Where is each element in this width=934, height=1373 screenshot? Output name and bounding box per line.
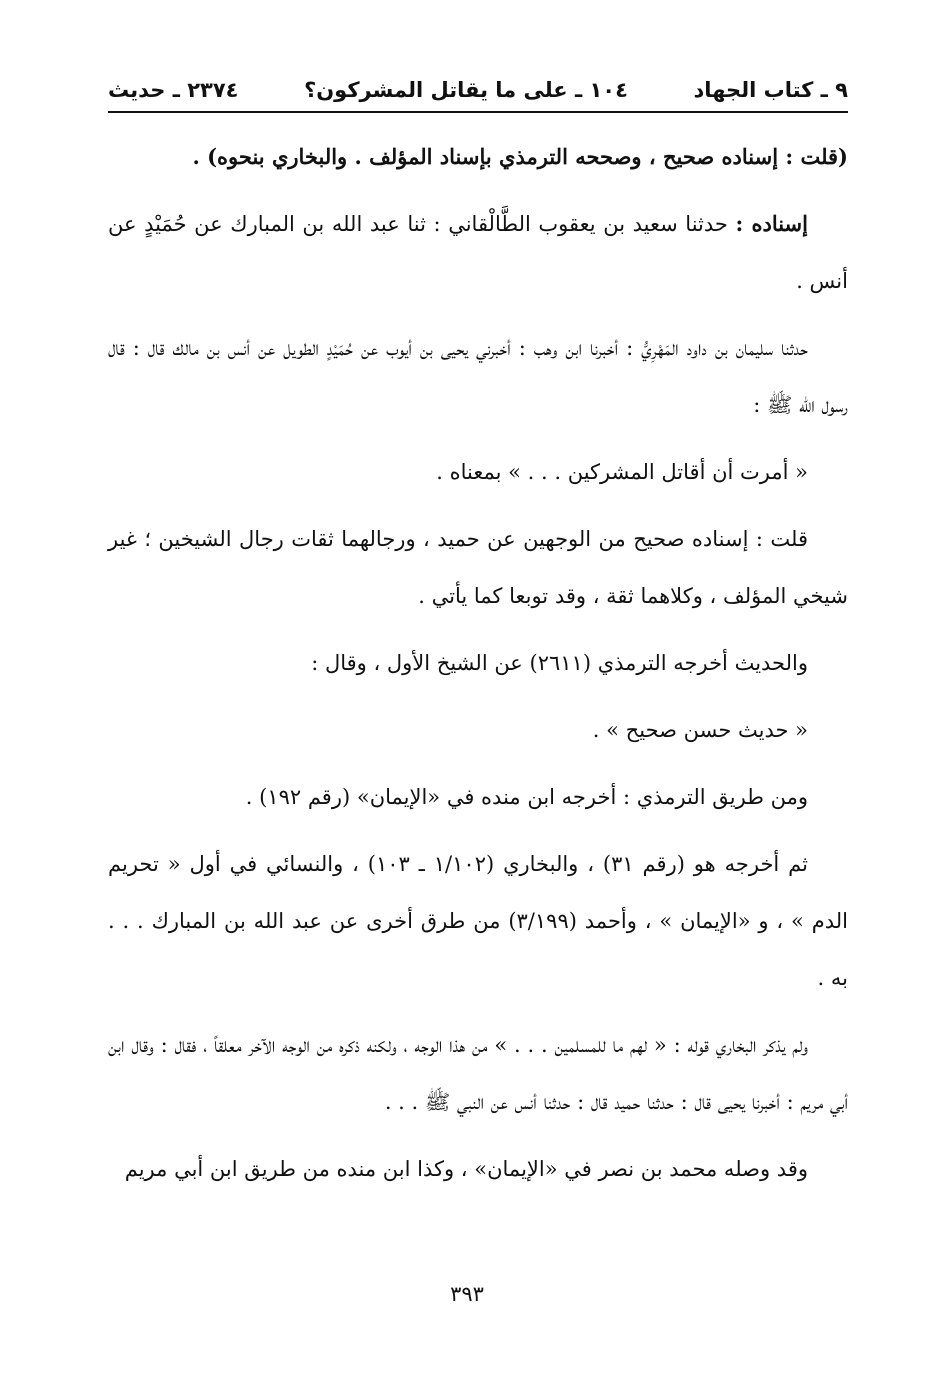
paragraph-tirmidhi: والحديث أخرجه الترمذي (٢٦١١) عن الشيخ الأول ، وقال : [311,651,808,675]
paragraph-isnad [108,195,848,310]
paragraph-note: (قلت : إسناده صحيح ، وصححه الترمذي بإسناد المؤلف . والبخاري بنحوه) . [192,144,848,169]
header-section: ١٠٤ ـ على ما يقاتل المشركون؟ [304,78,628,102]
paragraph-bukhari-note: ولم يذكر البخاري قوله : « لهم ما للمسلمين . . . » من هذا الوجه ، ولكنه ذكره من الوجه الآخر معلقاً ، فقال : وقال ابن أبي مريم : أخبرنا يحيى قال : حدثنا حميد قال : حدثنا أنس عن النبي ﷺ . . . [108,1033,848,1114]
paragraph-hadith-text: « أمرت أن أقاتل المشركين . . . » بمعناه . [436,460,808,484]
header-chapter: ٩ ـ كتاب الجهاد [693,78,848,102]
body-text [108,128,848,1208]
page-number: ٣٩٣ [450,1282,484,1306]
running-header [108,70,848,110]
paragraph-ibn-mandah: ومن طريق الترمذي : أخرجه ابن منده في «الإيمان» (رقم ١٩٢) . [245,785,808,809]
isnad-label: إسناده : [735,211,808,236]
isnad-text: حدثنا سعيد بن يعقوب الطَّالْقاني : ثنا عبد الله بن المبارك عن حُمَيْدٍ عن أنس . [108,212,848,293]
paragraph-grading: قلت : إسناده صحيح من الوجهين عن حميد ، ورجالهما ثقات رجال الشيخين ؛ غير شيخي المؤلف ، وكلاهما ثقة ، وقد توبعا كما يأتي . [108,527,848,608]
header-divider [108,111,848,113]
paragraph-quote: « حديث حسن صحيح » . [592,718,808,742]
paragraph-wasl: وقد وصله محمد بن نصر في «الإيمان» ، وكذا ابن منده من طريق ابن أبي مريم [124,1157,808,1181]
paragraph-sources: ثم أخرجه هو (رقم ٣١) ، والبخاري (١/١٠٢ ـ ١٠٣) ، والنسائي في أول « تحريم الدم » ، و «الإيمان » ، وأحمد (٣/١٩٩) من طرق أخرى عن عبد الله بن المبارك . . . به . [108,852,848,990]
header-hadith-number: ٢٣٧٤ ـ حديث [108,78,239,102]
paragraph-narration: حدثنا سليمان بن داود المَهْرِيُّ : أخبرنا ابن وهب : أخبرني يحيى بن أيوب عن حُمَيْدٍ الطويل عن أنس بن مالك قال : قال رسول الله ﷺ : [108,336,848,417]
